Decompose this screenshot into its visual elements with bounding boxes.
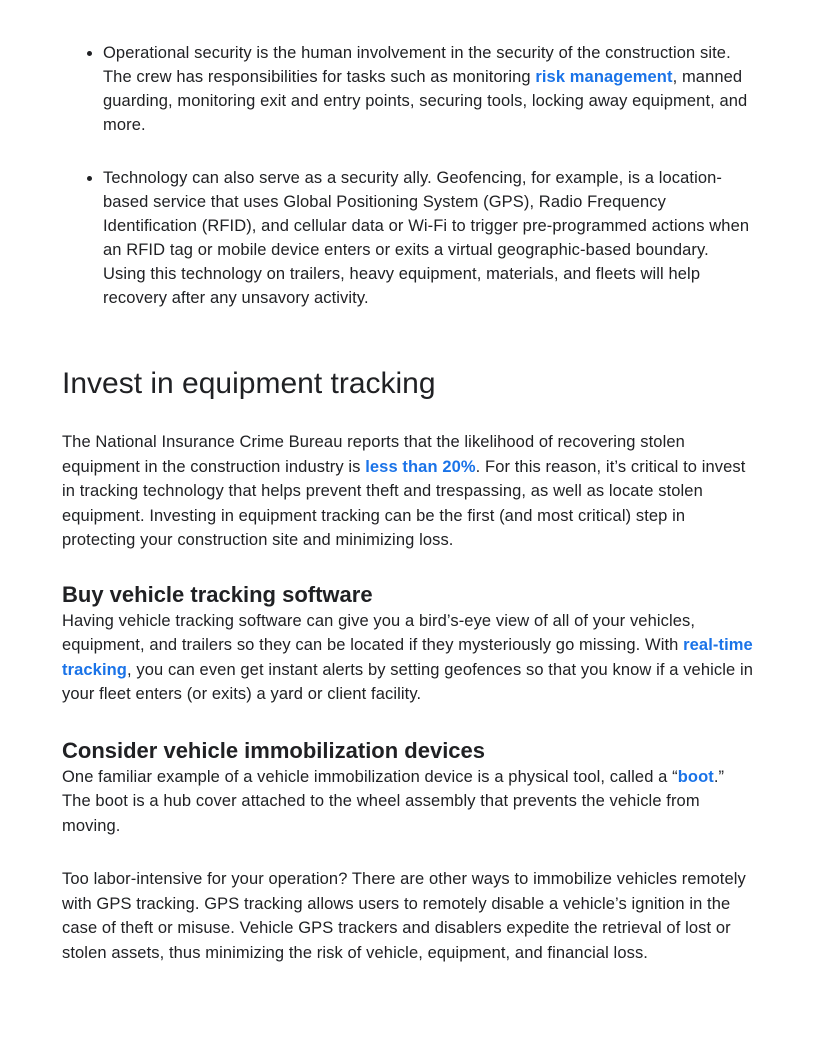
link-boot[interactable]: boot (677, 767, 714, 786)
link-real-time-tracking[interactable]: real-time tracking (62, 636, 753, 679)
bullet-list (62, 41, 755, 310)
heading-consider-vehicle-immobilization-devices: Consider vehicle immobilization devices (62, 737, 486, 763)
paragraph-intro: The National Insurance Crime Bureau reports that the likelihood of recovering stolen equipment in the construction industry is less than 20%. For this reason, it’s critical to invest in tracking technology that helps prevent theft and trespassing, as well as locate stolen equipment. Investing in equipment tracking can be the first (and most critical) step in protecting your construction site and minimizing loss. (62, 433, 746, 549)
link-less-than-20-percent[interactable]: less than 20% (365, 457, 476, 476)
heading-buy-vehicle-tracking-software: Buy vehicle tracking software (62, 581, 373, 607)
paragraph-vehicle-tracking: Having vehicle tracking software can give you a bird’s-eye view of all of your vehicles, equipment, and trailers so they can be located if they mysteriously go missing. With real-time tracking, you can even get instant alerts by setting geofences so that you know if a vehicle in your fleet enters (or exits) a yard or client facility. (62, 611, 753, 703)
list-item-technology-geofencing: • Technology can also serve as a security ally. Geofencing, for example, is a location-based service that uses Global Positioning System (GPS), Radio Frequency Identification (RFID), and cellular data or Wi-Fi to trigger pre-programmed actions when an RFID tag or mobile device enters or exits a virtual geographic-based boundary. Using this technology on trailers, heavy equipment, materials, and fleets will help recovery after any unsavory activity. (103, 166, 755, 310)
paragraph-immobilization-boot: One familiar example of a vehicle immobilization device is a physical tool, called a “boot.” The boot is a hub cover attached to the wheel assembly that prevents the vehicle from moving. (62, 767, 725, 835)
list-item-operational-security: • Operational security is the human involvement in the security of the construction site. The crew has responsibilities for tasks such as monitoring risk management, manned guarding, monitoring exit and entry points, securing tools, locking away equipment, and more. (103, 41, 755, 137)
link-risk-management[interactable]: risk management (535, 68, 673, 86)
paragraph-gps-tracking: Too labor-intensive for your operation? There are other ways to immobilize vehicles remotely with GPS tracking. GPS tracking allows users to remotely disable a vehicle’s ignition in the case of theft or misuse. Vehicle GPS trackers and disablers expedite the retrieval of lost or stolen assets, thus minimizing the risk of vehicle, equipment, and financial loss. (62, 870, 746, 962)
heading-invest-in-equipment-tracking: Invest in equipment tracking (62, 367, 436, 400)
